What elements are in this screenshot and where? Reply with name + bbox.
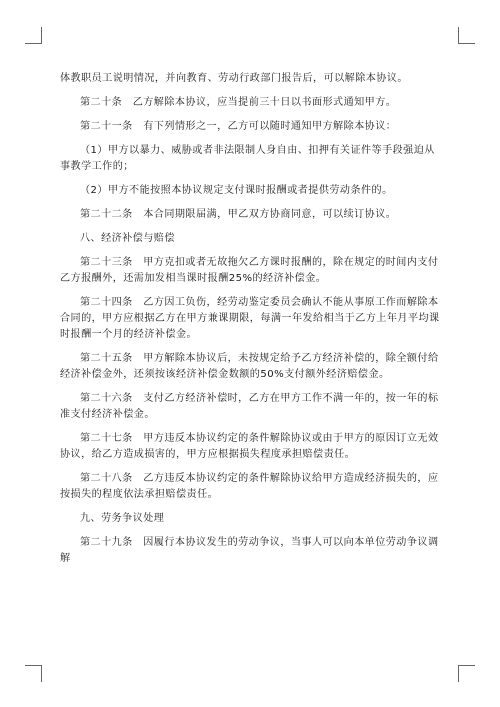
crop-mark-top-right bbox=[458, 27, 475, 44]
paragraph: 第二十一条 有下列情形之一，乙方可以随时通知甲方解除本协议： bbox=[80, 121, 397, 132]
paragraph: 体教职员工说明情况，并向教育、劳动行政部门报告后，可以解除本协议。 bbox=[60, 73, 408, 84]
section-heading: 九、劳务争议处理 bbox=[80, 513, 165, 524]
crop-mark-bottom-left bbox=[25, 665, 42, 682]
paragraph: 第二十五条 甲方解除本协议后，未按规定给予乙方经济补偿的，除全额付给经济补偿金外，还须按该经济补偿金数额的50%支付额外经济赔偿金。 bbox=[60, 353, 439, 380]
paragraph: 第二十四条 乙方因工负伤，经劳动鉴定委员会确认不能从事原工作而解除本合同的，甲方应根据乙方在甲方兼课期限，每满一年发给相当于乙方上年月平均课时报酬一个月的经济补偿金。 bbox=[60, 297, 440, 340]
paragraph: 第二十七条 甲方违反本协议约定的条件解除协议或由于甲方的原因订立无效协议，给乙方造成损害的，甲方应根据损失程度承担赔偿责任。 bbox=[60, 433, 439, 460]
paragraph: 第二十六条 支付乙方经济补偿时，乙方在甲方工作不满一年的，按一年的标准支付经济补偿金。 bbox=[60, 393, 439, 420]
document-body bbox=[60, 71, 440, 575]
paragraph: 第二十九条 因履行本协议发生的劳动争议，当事人可以向本单位劳动争议调解 bbox=[60, 537, 439, 564]
paragraph: （1）甲方以暴力、威胁或者非法限制人身自由、扣押有关证件等手段强迫从事教学工作的； bbox=[60, 145, 435, 172]
paragraph: 第二十二条 本合同期限届满，甲乙双方协商同意，可以续订协议。 bbox=[80, 209, 397, 220]
paragraph: 第二十三条 甲方克扣或者无故拖欠乙方课时报酬的，除在规定的时间内支付乙方报酬外，还需加发相当课时报酬25%的经济补偿金。 bbox=[60, 257, 439, 284]
paragraph: 第二十八条 乙方违反本协议约定的条件解除协议给甲方造成经济损失的，应按损失的程度依法承担赔偿责任。 bbox=[60, 473, 439, 500]
crop-mark-bottom-right bbox=[458, 665, 475, 682]
paragraph: 第二十条 乙方解除本协议，应当提前三十日以书面形式通知甲方。 bbox=[80, 97, 397, 108]
paragraph: （2）甲方不能按照本协议规定支付课时报酬或者提供劳动条件的。 bbox=[80, 185, 393, 196]
crop-mark-top-left bbox=[25, 27, 42, 44]
section-heading: 八、经济补偿与赔偿 bbox=[80, 233, 175, 244]
